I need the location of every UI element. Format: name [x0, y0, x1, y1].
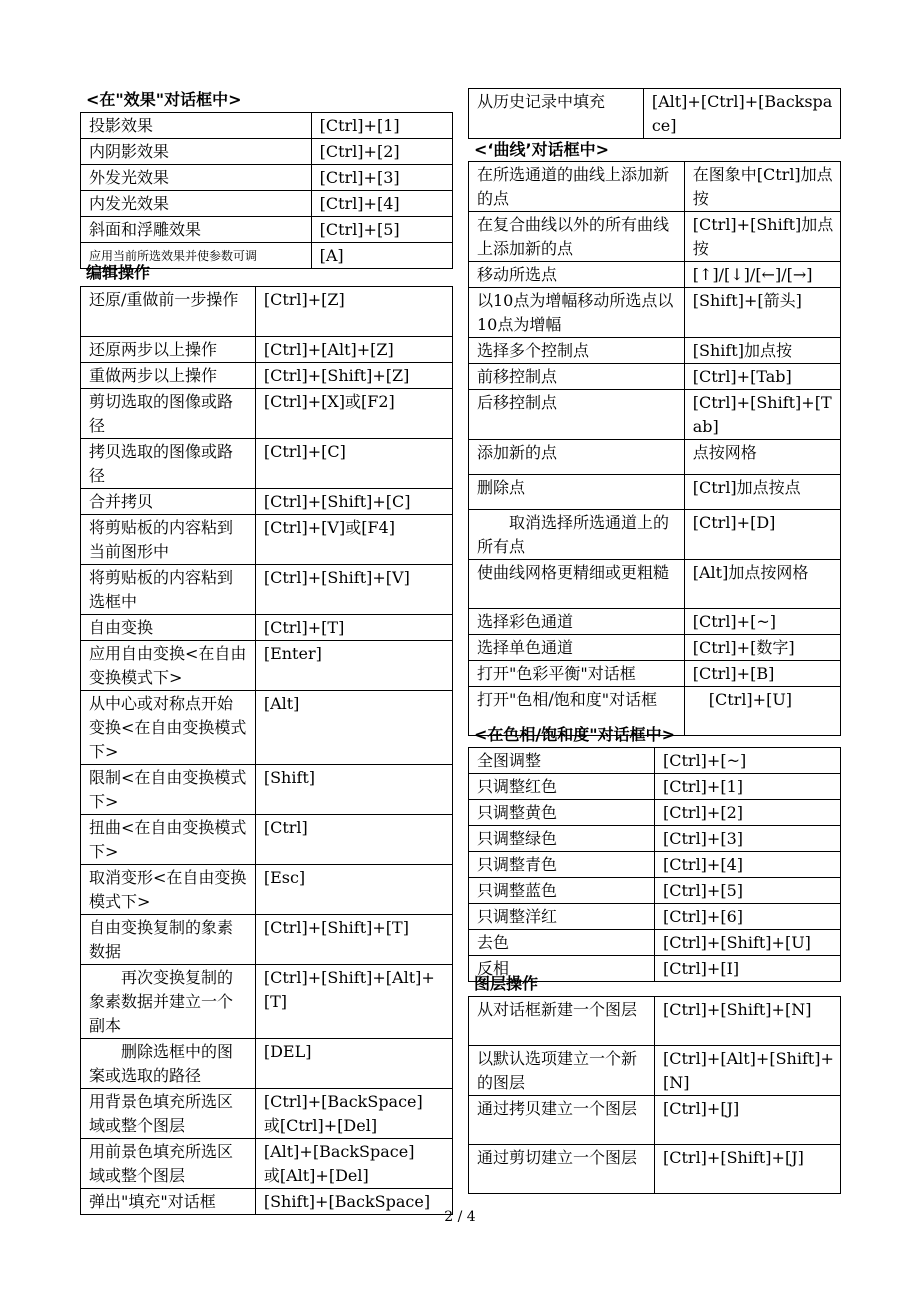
- shortcut-cell: [Ctrl]+[2]: [311, 139, 452, 165]
- shortcut-cell: [Ctrl]+[U]: [684, 687, 840, 736]
- action-cell: 选择彩色通道: [469, 609, 685, 635]
- action-cell: 删除选框中的图案或选取的路径: [81, 1039, 256, 1089]
- action-cell: 弹出"填充"对话框: [81, 1189, 256, 1215]
- action-cell: 选择多个控制点: [469, 338, 685, 364]
- table-row: [81, 615, 453, 641]
- action-cell: 重做两步以上操作: [81, 363, 256, 389]
- shortcut-cell: [Alt]+[BackSpace] 或[Alt]+[Del]: [255, 1139, 452, 1189]
- shortcut-cell: [↑]/[↓]/[←]/[→]: [684, 262, 840, 288]
- action-cell: 限制<在自由变换模式下>: [81, 765, 256, 815]
- action-cell: 只调整青色: [469, 852, 655, 878]
- shortcut-cell: [Alt]+[Ctrl]+[Backspace]: [643, 89, 840, 139]
- table-row: [81, 565, 453, 615]
- shortcut-cell: [Ctrl]+[Shift]+[Tab]: [684, 390, 840, 440]
- action-cell: 从中心或对称点开始变换<在自由变换模式下>: [81, 691, 256, 765]
- shortcut-cell: [Enter]: [255, 641, 452, 691]
- action-cell: 应用自由变换<在自由变换模式下>: [81, 641, 256, 691]
- shortcut-cell: [Ctrl]+[Tab]: [684, 364, 840, 390]
- table-row: [469, 262, 841, 288]
- table-row: [81, 641, 453, 691]
- table-row: [469, 1145, 841, 1194]
- action-cell: 后移控制点: [469, 390, 685, 440]
- hue-table: [468, 747, 841, 982]
- layers-table: [468, 996, 841, 1194]
- action-cell: 只调整黄色: [469, 800, 655, 826]
- shortcut-cell: [Ctrl]+[Shift]+[J]: [655, 1145, 841, 1194]
- shortcut-cell: [Ctrl]+[BackSpace] 或[Ctrl]+[Del]: [255, 1089, 452, 1139]
- table-row: [469, 826, 841, 852]
- shortcut-cell: [Alt]: [255, 691, 452, 765]
- layers-section-title: 图层操作: [474, 974, 539, 993]
- table-row: [469, 635, 841, 661]
- action-cell: 打开"色相/饱和度"对话框: [469, 687, 685, 736]
- shortcut-cell: [Shift]+[箭头]: [684, 288, 840, 338]
- action-cell: 再次变换复制的象素数据并建立一个副本: [81, 965, 256, 1039]
- action-cell: 取消变形<在自由变换模式下>: [81, 865, 256, 915]
- shortcut-cell: [Ctrl]+[B]: [684, 661, 840, 687]
- action-cell: 只调整红色: [469, 774, 655, 800]
- table-row: [81, 191, 453, 217]
- effects-table: [80, 112, 453, 269]
- table-row: [469, 748, 841, 774]
- action-cell: 打开"色彩平衡"对话框: [469, 661, 685, 687]
- table-row: [81, 1039, 453, 1089]
- action-cell: 从历史记录中填充: [469, 89, 644, 139]
- table-row: [469, 1096, 841, 1145]
- action-cell: 只调整绿色: [469, 826, 655, 852]
- action-cell: 在复合曲线以外的所有曲线上添加新的点: [469, 212, 685, 262]
- shortcut-cell: [Ctrl]+[X]或[F2]: [255, 389, 452, 439]
- table-row: [81, 217, 453, 243]
- shortcut-cell: [Ctrl]+[C]: [255, 439, 452, 489]
- action-cell: 还原两步以上操作: [81, 337, 256, 363]
- action-cell: 只调整蓝色: [469, 878, 655, 904]
- edit-table: [80, 286, 453, 1215]
- curves-section-title: <‘曲线’对话框中>: [474, 140, 609, 159]
- table-row: [469, 661, 841, 687]
- table-row: [81, 337, 453, 363]
- shortcut-cell: [Ctrl]+[1]: [655, 774, 841, 800]
- table-row: [469, 878, 841, 904]
- shortcut-cell: 点按网格: [684, 440, 840, 475]
- action-cell: 反相: [469, 956, 655, 982]
- action-cell: 还原/重做前一步操作: [81, 287, 256, 337]
- action-cell: 在所选通道的曲线上添加新的点: [469, 162, 685, 212]
- table-row: [81, 287, 453, 337]
- shortcut-cell: [Alt]加点按网格: [684, 560, 840, 609]
- action-cell: 前移控制点: [469, 364, 685, 390]
- action-cell: 拷贝选取的图像或路径: [81, 439, 256, 489]
- action-cell: 从对话框新建一个图层: [469, 997, 655, 1046]
- action-cell: 用背景色填充所选区域或整个图层: [81, 1089, 256, 1139]
- table-row: [81, 139, 453, 165]
- shortcut-cell: [DEL]: [255, 1039, 452, 1089]
- shortcut-cell: [Ctrl]+[I]: [655, 956, 841, 982]
- action-cell: 只调整洋红: [469, 904, 655, 930]
- table-row: [81, 165, 453, 191]
- table-row: [469, 852, 841, 878]
- table-row: [81, 113, 453, 139]
- shortcut-cell: [Ctrl]+[Shift]+[U]: [655, 930, 841, 956]
- action-cell: 内阴影效果: [81, 139, 312, 165]
- action-cell: 将剪贴板的内容粘到选框中: [81, 565, 256, 615]
- effects-section-title: <在"效果"对话框中>: [86, 90, 242, 109]
- action-cell: 合并拷贝: [81, 489, 256, 515]
- shortcut-cell: [Ctrl]+[3]: [311, 165, 452, 191]
- shortcut-cell: [Ctrl]+[Shift]+[Z]: [255, 363, 452, 389]
- table-row: [469, 162, 841, 212]
- table-row: [469, 774, 841, 800]
- action-cell: 以10点为增幅移动所选点以10点为增幅: [469, 288, 685, 338]
- shortcut-cell: [Ctrl]+[~]: [655, 748, 841, 774]
- table-row: [81, 765, 453, 815]
- action-cell: 去色: [469, 930, 655, 956]
- shortcut-cell: [Ctrl]+[V]或[F4]: [255, 515, 452, 565]
- table-row: [81, 965, 453, 1039]
- action-cell: 内发光效果: [81, 191, 312, 217]
- shortcut-cell: [Esc]: [255, 865, 452, 915]
- action-cell: 投影效果: [81, 113, 312, 139]
- shortcut-cell: [Ctrl]+[5]: [311, 217, 452, 243]
- table-row: [81, 815, 453, 865]
- table-row: [469, 89, 841, 139]
- action-cell: 扭曲<在自由变换模式下>: [81, 815, 256, 865]
- action-cell: 自由变换复制的象素数据: [81, 915, 256, 965]
- shortcut-cell: [Ctrl]+[5]: [655, 878, 841, 904]
- action-cell: 外发光效果: [81, 165, 312, 191]
- table-row: [81, 515, 453, 565]
- table-row: [81, 865, 453, 915]
- shortcut-cell: [Ctrl]+[2]: [655, 800, 841, 826]
- action-cell: 选择单色通道: [469, 635, 685, 661]
- table-row: [81, 915, 453, 965]
- hue-section-title: <在色相/饱和度"对话框中>: [474, 725, 675, 744]
- table-row: [81, 1089, 453, 1139]
- shortcut-cell: [Ctrl]+[Alt]+[Z]: [255, 337, 452, 363]
- table-row: [469, 364, 841, 390]
- edit-section-title: 编辑操作: [86, 263, 151, 282]
- shortcut-cell: [Ctrl]+[Z]: [255, 287, 452, 337]
- table-row: [81, 363, 453, 389]
- action-cell: 删除点: [469, 475, 685, 510]
- table-row: [469, 338, 841, 364]
- table-row: [469, 475, 841, 510]
- table-row: [81, 439, 453, 489]
- shortcut-cell: [Ctrl]+[6]: [655, 904, 841, 930]
- table-row: [469, 288, 841, 338]
- table-row: [469, 390, 841, 440]
- shortcut-cell: [Shift]: [255, 765, 452, 815]
- shortcut-cell: [Ctrl]: [255, 815, 452, 865]
- page-number: 2 / 4: [444, 1209, 476, 1225]
- action-cell: 应用当前所选效果并使参数可调: [81, 243, 312, 269]
- table-row: [81, 691, 453, 765]
- shortcut-cell: [A]: [311, 243, 452, 269]
- shortcut-cell: [Ctrl]加点按点: [684, 475, 840, 510]
- shortcut-cell: [Ctrl]+[4]: [655, 852, 841, 878]
- shortcut-cell: [Ctrl]+[D]: [684, 510, 840, 560]
- action-cell: 剪切选取的图像或路径: [81, 389, 256, 439]
- action-cell: 全图调整: [469, 748, 655, 774]
- action-cell: 通过剪切建立一个图层: [469, 1145, 655, 1194]
- shortcut-cell: [Ctrl]+[~]: [684, 609, 840, 635]
- shortcut-cell: [Ctrl]+[Shift]+[T]: [255, 915, 452, 965]
- table-row: [81, 1139, 453, 1189]
- action-cell: 移动所选点: [469, 262, 685, 288]
- action-cell: 使曲线网格更精细或更粗糙: [469, 560, 685, 609]
- history-table: [468, 88, 841, 139]
- shortcut-cell: [Ctrl]+[Shift]+[V]: [255, 565, 452, 615]
- action-cell: 用前景色填充所选区域或整个图层: [81, 1139, 256, 1189]
- action-cell: 通过拷贝建立一个图层: [469, 1096, 655, 1145]
- table-row: [469, 440, 841, 475]
- shortcut-cell: [Ctrl]+[3]: [655, 826, 841, 852]
- shortcut-cell: [Ctrl]+[Shift]+[N]: [655, 997, 841, 1046]
- action-cell: 添加新的点: [469, 440, 685, 475]
- shortcut-cell: [Ctrl]+[T]: [255, 615, 452, 641]
- shortcut-cell: [Ctrl]+[Shift]加点按: [684, 212, 840, 262]
- shortcut-cell: 在图象中[Ctrl]加点按: [684, 162, 840, 212]
- shortcut-cell: [Ctrl]+[Alt]+[Shift]+[N]: [655, 1046, 841, 1096]
- table-row: [469, 800, 841, 826]
- table-row: [469, 609, 841, 635]
- action-cell: 将剪贴板的内容粘到当前图形中: [81, 515, 256, 565]
- table-row: [469, 997, 841, 1046]
- action-cell: 以默认选项建立一个新的图层: [469, 1046, 655, 1096]
- table-row: [81, 389, 453, 439]
- shortcut-cell: [Ctrl]+[4]: [311, 191, 452, 217]
- shortcut-cell: [Ctrl]+[Shift]+[C]: [255, 489, 452, 515]
- table-row: [469, 1046, 841, 1096]
- table-row: [469, 904, 841, 930]
- table-row: [469, 560, 841, 609]
- table-row: [469, 510, 841, 560]
- table-row: [469, 930, 841, 956]
- shortcut-cell: [Ctrl]+[Shift]+[Alt]+[T]: [255, 965, 452, 1039]
- shortcut-cell: [Ctrl]+[1]: [311, 113, 452, 139]
- shortcut-cell: [Ctrl]+[数字]: [684, 635, 840, 661]
- shortcut-cell: [Shift]加点按: [684, 338, 840, 364]
- table-row: [469, 212, 841, 262]
- shortcut-cell: [Shift]+[BackSpace]: [255, 1189, 452, 1215]
- action-cell: 斜面和浮雕效果: [81, 217, 312, 243]
- curves-table: [468, 161, 841, 736]
- action-cell: 自由变换: [81, 615, 256, 641]
- action-cell: 取消选择所选通道上的所有点: [469, 510, 685, 560]
- shortcut-cell: [Ctrl]+[J]: [655, 1096, 841, 1145]
- table-row: [81, 489, 453, 515]
